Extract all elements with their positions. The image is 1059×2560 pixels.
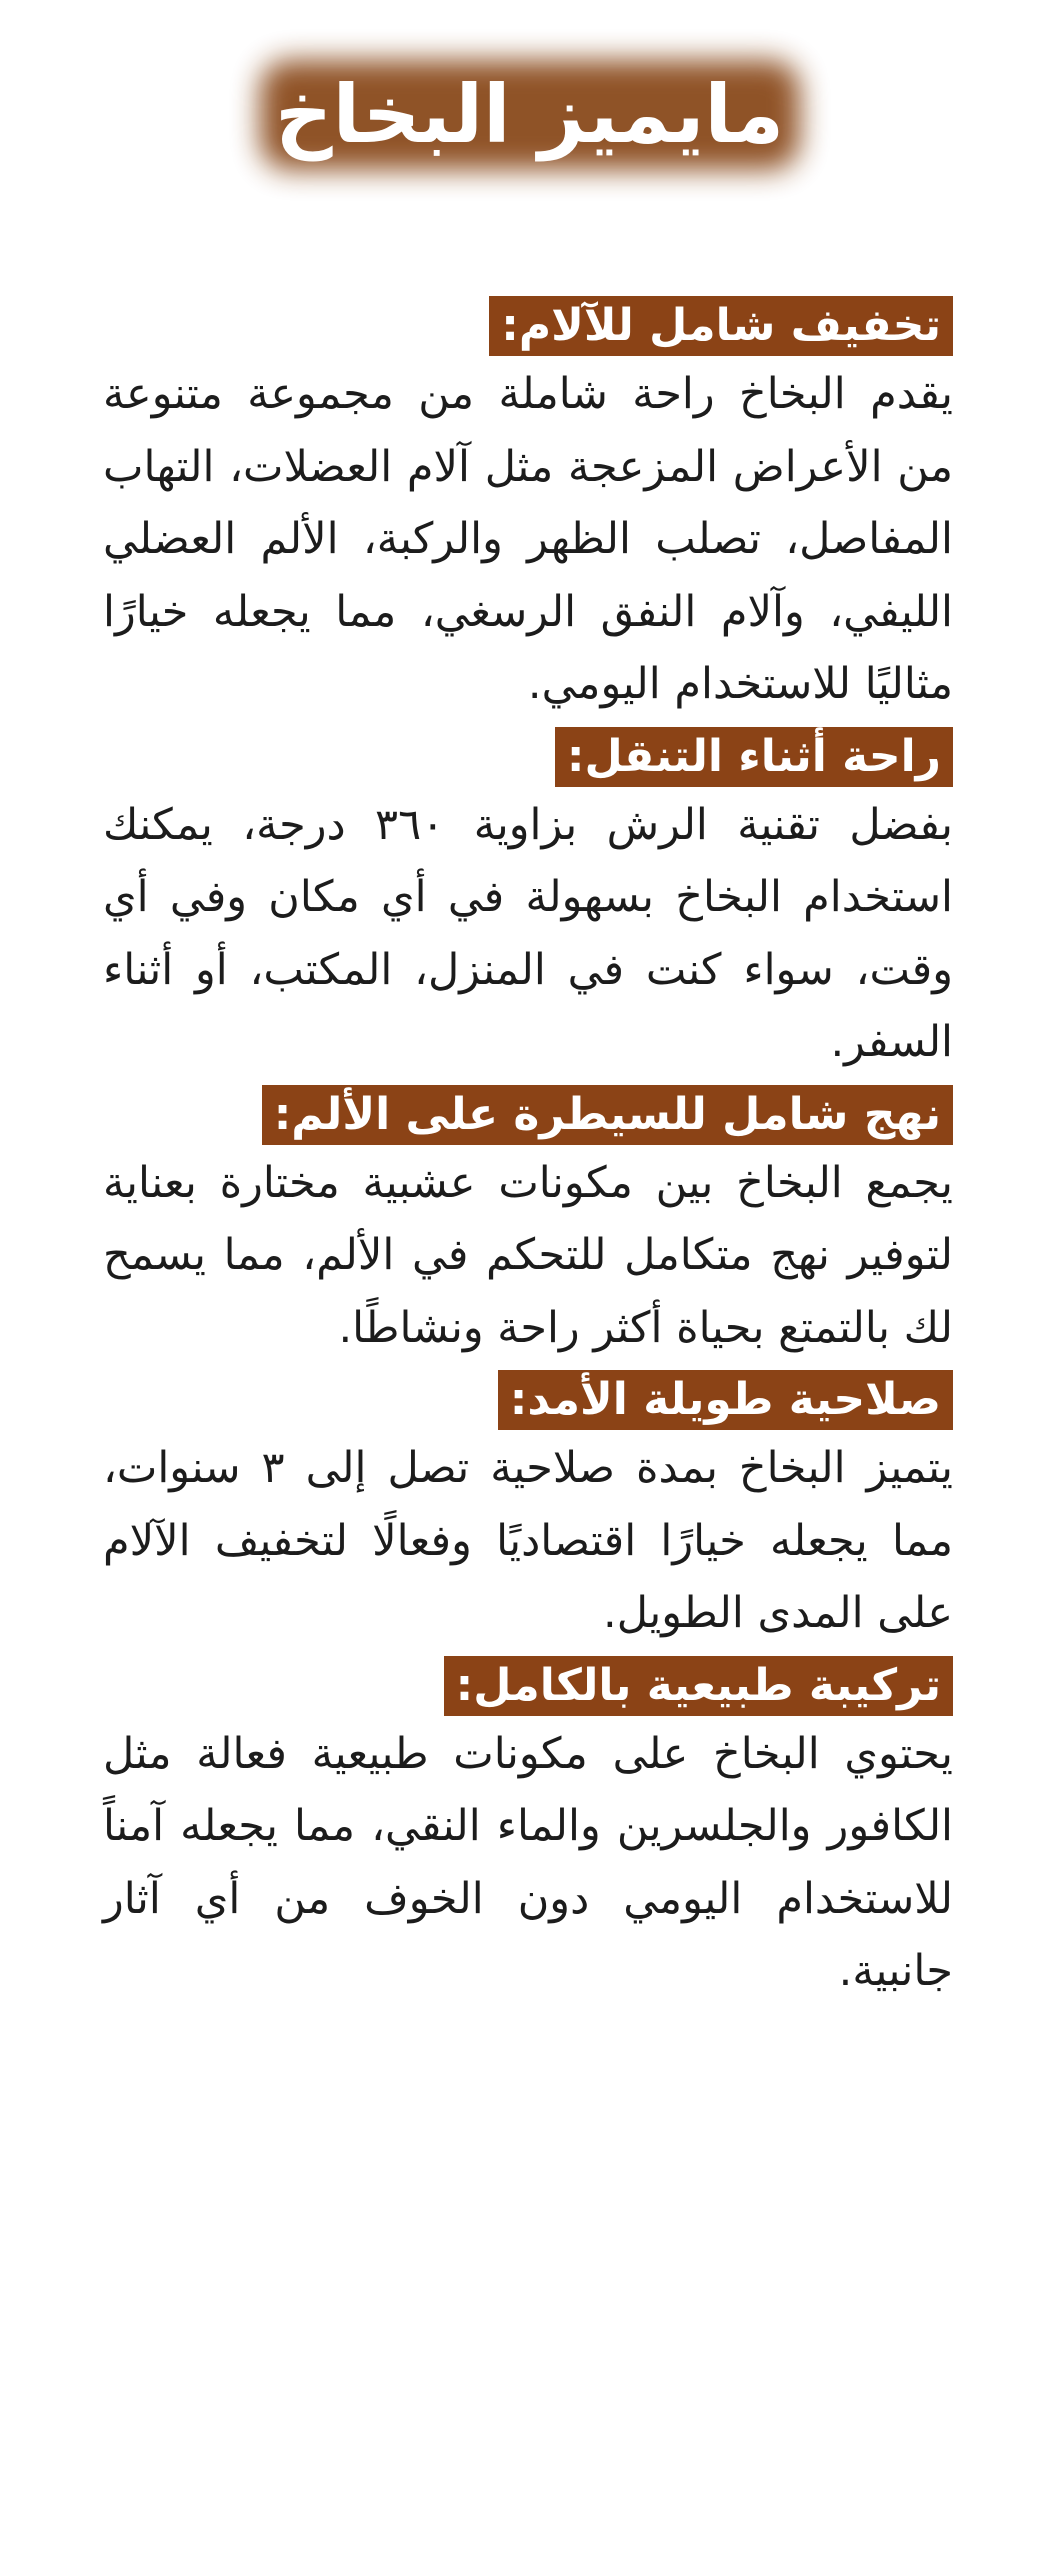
section-paragraph: يقدم البخاخ راحة شاملة من مجموعة متنوعة من الأعراض المزعجة مثل آلام العضلات، التهاب المفاصل، تصلب الظهر والركبة، الألم العضلي الليفي، وآلام النفق الرسغي، مما يجعله خيارًا مثاليًا للاستخدام اليومي. — [103, 369, 953, 709]
section-paragraph: يتميز البخاخ بمدة صلاحية تصل إلى ٣ سنوات، مما يجعله خيارًا اقتصاديًا وفعالًا لتخفيف الآلام على المدى الطويل. — [103, 1443, 953, 1638]
page-title-banner — [0, 40, 1059, 190]
section-paragraph: يجمع البخاخ بين مكونات عشبية مختارة بعناية لتوفير نهج متكامل للتحكم في الألم، مما يسمح لك بالتمتع بحياة أكثر راحة ونشاطًا. — [103, 1157, 953, 1353]
page-title: مايميز البخاخ — [275, 68, 784, 161]
section-heading: تخفيف شامل للآلام: — [489, 296, 953, 356]
section-paragraph: يحتوي البخاخ على مكونات طبيعية فعالة مثل الكافور والجلسرين والماء النقي، مما يجعله آمناً للاستخدام اليومي دون الخوف من أي آثار جانبية. — [103, 1728, 953, 1996]
feature-section-shelf-life — [103, 1370, 953, 1650]
feature-section-natural-formula — [103, 1656, 953, 2008]
feature-section-on-the-go — [103, 727, 953, 1079]
features-content — [103, 296, 953, 2014]
section-heading: تركيبة طبيعية بالكامل: — [444, 1656, 953, 1716]
section-paragraph: بفضل تقنية الرش بزاوية ٣٦٠ درجة، يمكنك استخدام البخاخ بسهولة في أي مكان وفي أي وقت، سواء كنت في المنزل، المكتب، أو أثناء السفر. — [103, 799, 953, 1067]
section-heading: صلاحية طويلة الأمد: — [498, 1370, 953, 1430]
section-heading: نهج شامل للسيطرة على الألم: — [262, 1085, 953, 1145]
section-heading: راحة أثناء التنقل: — [555, 727, 953, 787]
feature-section-holistic-approach — [103, 1085, 953, 1365]
feature-section-pain-relief — [103, 296, 953, 721]
